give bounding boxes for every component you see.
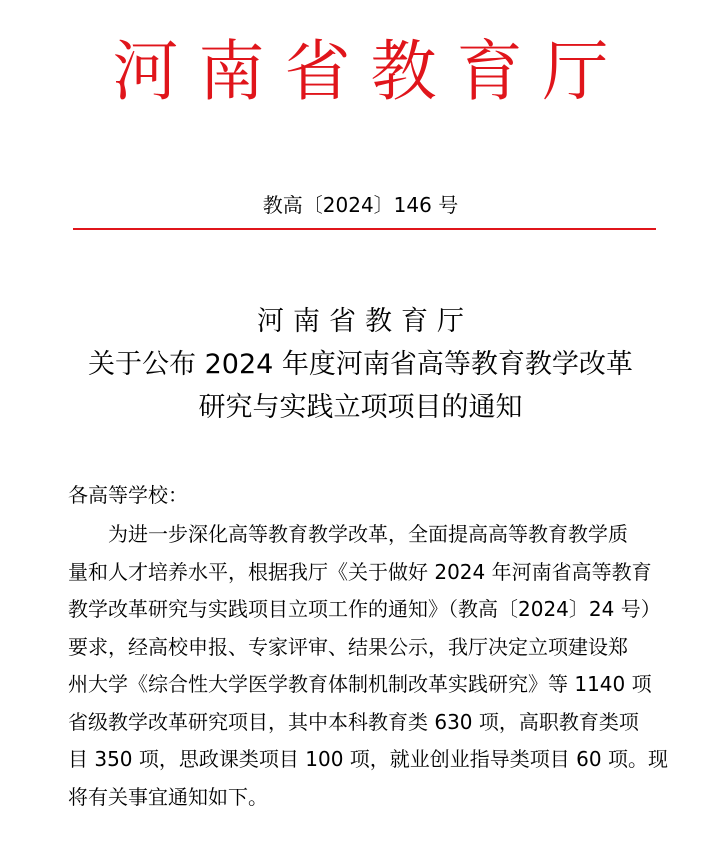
red-separator-line	[73, 228, 656, 230]
issuing-authority-header: 河南省教育厅	[112, 33, 629, 110]
body-line: 目 350 项，思政课类项目 100 项，就业创业指导类项目 60 项。现	[68, 747, 668, 771]
body-line: 量和人才培养水平，根据我厅《关于做好 2024 年河南省高等教育	[68, 559, 652, 584]
title-line-2: 关于公布 2024 年度河南省高等教育教学改革	[88, 349, 633, 380]
body-line: 要求，经高校申报、专家评审、结果公示，我厅决定立项建设郑	[68, 634, 628, 659]
body-line: 将有关事宜通知如下。	[68, 784, 268, 809]
body-line: 省级教学改革研究项目，其中本科教育类 630 项，高职教育类项	[68, 709, 639, 734]
body-line: 州大学《综合性大学医学教育体制机制改革实践研究》等 1140 项	[68, 672, 652, 696]
salutation: 各高等学校：	[68, 483, 188, 507]
document-number: 教高〔2024〕146 号	[262, 193, 459, 217]
document-title	[0, 300, 721, 429]
title-line-3: 研究与实践立项项目的通知	[198, 392, 523, 423]
body-line: 为进一步深化高等教育教学改革，全面提高高等教育教学质	[108, 522, 628, 546]
body-line: 教学改革研究与实践项目立项工作的通知》（教高〔2024〕24 号）	[68, 597, 661, 621]
body-paragraph	[68, 516, 673, 816]
title-line-1: 河南省教育厅	[257, 306, 473, 337]
